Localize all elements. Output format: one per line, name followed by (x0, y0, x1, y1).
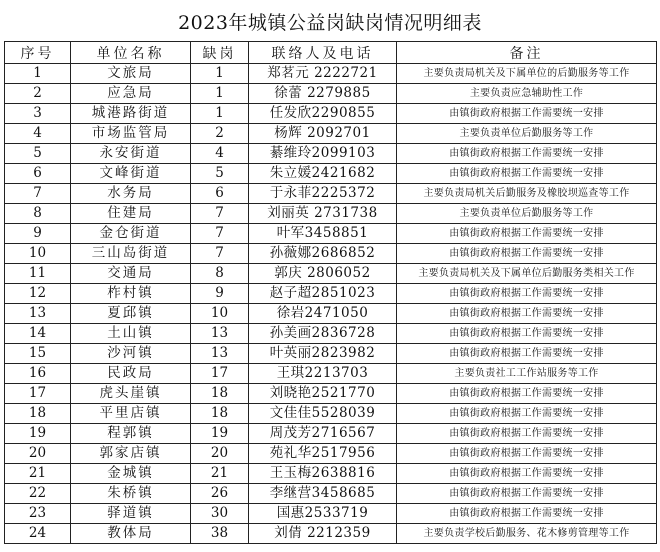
cell-no: 4 (5, 124, 71, 144)
cell-no: 19 (5, 424, 71, 444)
cell-unit: 夏邱镇 (71, 304, 191, 324)
cell-remark: 由镇街政府根据工作需要统一安排 (397, 404, 657, 424)
table-row (5, 164, 657, 184)
cell-vacancy: 20 (191, 444, 249, 464)
cell-remark: 由镇街政府根据工作需要统一安排 (397, 484, 657, 504)
cell-unit: 应急局 (71, 84, 191, 104)
cell-no: 12 (5, 284, 71, 304)
cell-unit: 土山镇 (71, 324, 191, 344)
cell-unit: 驿道镇 (71, 504, 191, 524)
cell-remark: 主要负责社工工作站服务等工作 (397, 364, 657, 384)
table-row (5, 104, 657, 124)
cell-no: 18 (5, 404, 71, 424)
cell-contact: 郑茗元 2222721 (249, 64, 397, 84)
cell-contact: 刘倩 2212359 (249, 524, 397, 544)
cell-vacancy: 26 (191, 484, 249, 504)
cell-contact: 朱立媛2421682 (249, 164, 397, 184)
table-row (5, 424, 657, 444)
cell-vacancy: 4 (191, 144, 249, 164)
cell-remark: 主要负责局机关及下属单位的后勤服务等工作 (397, 64, 657, 84)
header-remark: 备注 (397, 42, 657, 64)
cell-unit: 民政局 (71, 364, 191, 384)
cell-contact: 于永菲2225372 (249, 184, 397, 204)
cell-unit: 虎头崖镇 (71, 384, 191, 404)
table-row (5, 224, 657, 244)
header-unit: 单位名称 (71, 42, 191, 64)
cell-no: 16 (5, 364, 71, 384)
cell-unit: 文峰街道 (71, 164, 191, 184)
cell-contact: 王琪2213703 (249, 364, 397, 384)
cell-contact: 文佳佳5528039 (249, 404, 397, 424)
table-row (5, 524, 657, 544)
header-vacancy: 缺岗 (191, 42, 249, 64)
cell-contact: 王玉梅2638816 (249, 464, 397, 484)
cell-unit: 平里店镇 (71, 404, 191, 424)
cell-contact: 赵子超2851023 (249, 284, 397, 304)
cell-remark: 由镇街政府根据工作需要统一安排 (397, 144, 657, 164)
table-header-row (5, 42, 657, 64)
cell-unit: 水务局 (71, 184, 191, 204)
cell-remark: 由镇街政府根据工作需要统一安排 (397, 284, 657, 304)
cell-remark: 主要负责单位后勤服务等工作 (397, 204, 657, 224)
table-row (5, 64, 657, 84)
cell-vacancy: 1 (191, 104, 249, 124)
cell-contact: 徐岩2471050 (249, 304, 397, 324)
cell-contact: 綦维玲2099103 (249, 144, 397, 164)
cell-contact: 国惠2533719 (249, 504, 397, 524)
cell-contact: 刘晓艳2521770 (249, 384, 397, 404)
cell-no: 24 (5, 524, 71, 544)
cell-remark: 主要负责学校后勤服务、花木修剪管理等工作 (397, 524, 657, 544)
table-row (5, 464, 657, 484)
cell-remark: 主要负责局机关及下属单位后勤服务类相关工作 (397, 264, 657, 284)
cell-no: 13 (5, 304, 71, 324)
table-row (5, 284, 657, 304)
cell-remark: 主要负责单位后勤服务等工作 (397, 124, 657, 144)
cell-no: 17 (5, 384, 71, 404)
cell-no: 2 (5, 84, 71, 104)
table-row (5, 244, 657, 264)
table-row (5, 444, 657, 464)
cell-vacancy: 38 (191, 524, 249, 544)
cell-vacancy: 5 (191, 164, 249, 184)
cell-vacancy: 21 (191, 464, 249, 484)
cell-remark: 由镇街政府根据工作需要统一安排 (397, 384, 657, 404)
cell-unit: 沙河镇 (71, 344, 191, 364)
cell-contact: 叶英丽2823982 (249, 344, 397, 364)
cell-unit: 交通局 (71, 264, 191, 284)
cell-remark: 由镇街政府根据工作需要统一安排 (397, 304, 657, 324)
cell-vacancy: 1 (191, 64, 249, 84)
cell-unit: 市场监管局 (71, 124, 191, 144)
cell-contact: 徐蕾 2279885 (249, 84, 397, 104)
cell-no: 3 (5, 104, 71, 124)
cell-vacancy: 2 (191, 124, 249, 144)
cell-unit: 柞村镇 (71, 284, 191, 304)
cell-no: 22 (5, 484, 71, 504)
table-row (5, 204, 657, 224)
cell-unit: 朱桥镇 (71, 484, 191, 504)
cell-no: 8 (5, 204, 71, 224)
cell-contact: 任发欣2290855 (249, 104, 397, 124)
cell-contact: 杨辉 2092701 (249, 124, 397, 144)
cell-vacancy: 18 (191, 384, 249, 404)
cell-remark: 由镇街政府根据工作需要统一安排 (397, 164, 657, 184)
table-row (5, 324, 657, 344)
cell-no: 15 (5, 344, 71, 364)
table-row (5, 124, 657, 144)
cell-remark: 由镇街政府根据工作需要统一安排 (397, 344, 657, 364)
cell-unit: 郭家店镇 (71, 444, 191, 464)
cell-unit: 教体局 (71, 524, 191, 544)
cell-remark: 由镇街政府根据工作需要统一安排 (397, 104, 657, 124)
table-row (5, 84, 657, 104)
cell-vacancy: 7 (191, 244, 249, 264)
cell-no: 14 (5, 324, 71, 344)
cell-contact: 苑礼华2517956 (249, 444, 397, 464)
cell-contact: 孙薇娜2686852 (249, 244, 397, 264)
cell-vacancy: 30 (191, 504, 249, 524)
cell-vacancy: 7 (191, 204, 249, 224)
table-row (5, 184, 657, 204)
table-body (5, 64, 657, 544)
cell-no: 23 (5, 504, 71, 524)
cell-vacancy: 9 (191, 284, 249, 304)
cell-remark: 主要负责局机关后勤服务及橡胶坝巡查等工作 (397, 184, 657, 204)
table-row (5, 404, 657, 424)
cell-unit: 程郭镇 (71, 424, 191, 444)
cell-vacancy: 10 (191, 304, 249, 324)
cell-vacancy: 1 (191, 84, 249, 104)
cell-no: 5 (5, 144, 71, 164)
cell-no: 9 (5, 224, 71, 244)
cell-no: 6 (5, 164, 71, 184)
cell-contact: 孙美画2836728 (249, 324, 397, 344)
cell-unit: 住建局 (71, 204, 191, 224)
cell-remark: 由镇街政府根据工作需要统一安排 (397, 224, 657, 244)
table-row (5, 364, 657, 384)
cell-unit: 金城镇 (71, 464, 191, 484)
cell-no: 20 (5, 444, 71, 464)
vacancy-table (4, 41, 657, 544)
header-no: 序号 (5, 42, 71, 64)
table-row (5, 344, 657, 364)
cell-vacancy: 7 (191, 224, 249, 244)
cell-remark: 主要负责应急辅助性工作 (397, 84, 657, 104)
cell-vacancy: 17 (191, 364, 249, 384)
cell-contact: 刘丽英 2731738 (249, 204, 397, 224)
cell-unit: 三山岛街道 (71, 244, 191, 264)
cell-vacancy: 13 (191, 324, 249, 344)
page-title: 2023年城镇公益岗缺岗情况明细表 (178, 12, 482, 34)
cell-no: 11 (5, 264, 71, 284)
cell-no: 1 (5, 64, 71, 84)
cell-remark: 由镇街政府根据工作需要统一安排 (397, 244, 657, 264)
cell-unit: 城港路街道 (71, 104, 191, 124)
cell-vacancy: 13 (191, 344, 249, 364)
table-row (5, 144, 657, 164)
table-row (5, 484, 657, 504)
cell-unit: 永安街道 (71, 144, 191, 164)
cell-remark: 由镇街政府根据工作需要统一安排 (397, 464, 657, 484)
cell-remark: 由镇街政府根据工作需要统一安排 (397, 444, 657, 464)
cell-contact: 周茂芳2716567 (249, 424, 397, 444)
cell-remark: 由镇街政府根据工作需要统一安排 (397, 424, 657, 444)
cell-vacancy: 19 (191, 424, 249, 444)
cell-vacancy: 6 (191, 184, 249, 204)
cell-vacancy: 8 (191, 264, 249, 284)
cell-remark: 由镇街政府根据工作需要统一安排 (397, 324, 657, 344)
cell-no: 10 (5, 244, 71, 264)
cell-contact: 郭庆 2806052 (249, 264, 397, 284)
header-contact: 联络人及电话 (249, 42, 397, 64)
cell-no: 21 (5, 464, 71, 484)
cell-vacancy: 18 (191, 404, 249, 424)
cell-no: 7 (5, 184, 71, 204)
cell-contact: 叶军3458851 (249, 224, 397, 244)
cell-contact: 李继营3458685 (249, 484, 397, 504)
cell-remark: 由镇街政府根据工作需要统一安排 (397, 504, 657, 524)
table-row (5, 264, 657, 284)
table-row (5, 304, 657, 324)
cell-unit: 金仓街道 (71, 224, 191, 244)
cell-unit: 文旅局 (71, 64, 191, 84)
table-row (5, 384, 657, 404)
table-row (5, 504, 657, 524)
